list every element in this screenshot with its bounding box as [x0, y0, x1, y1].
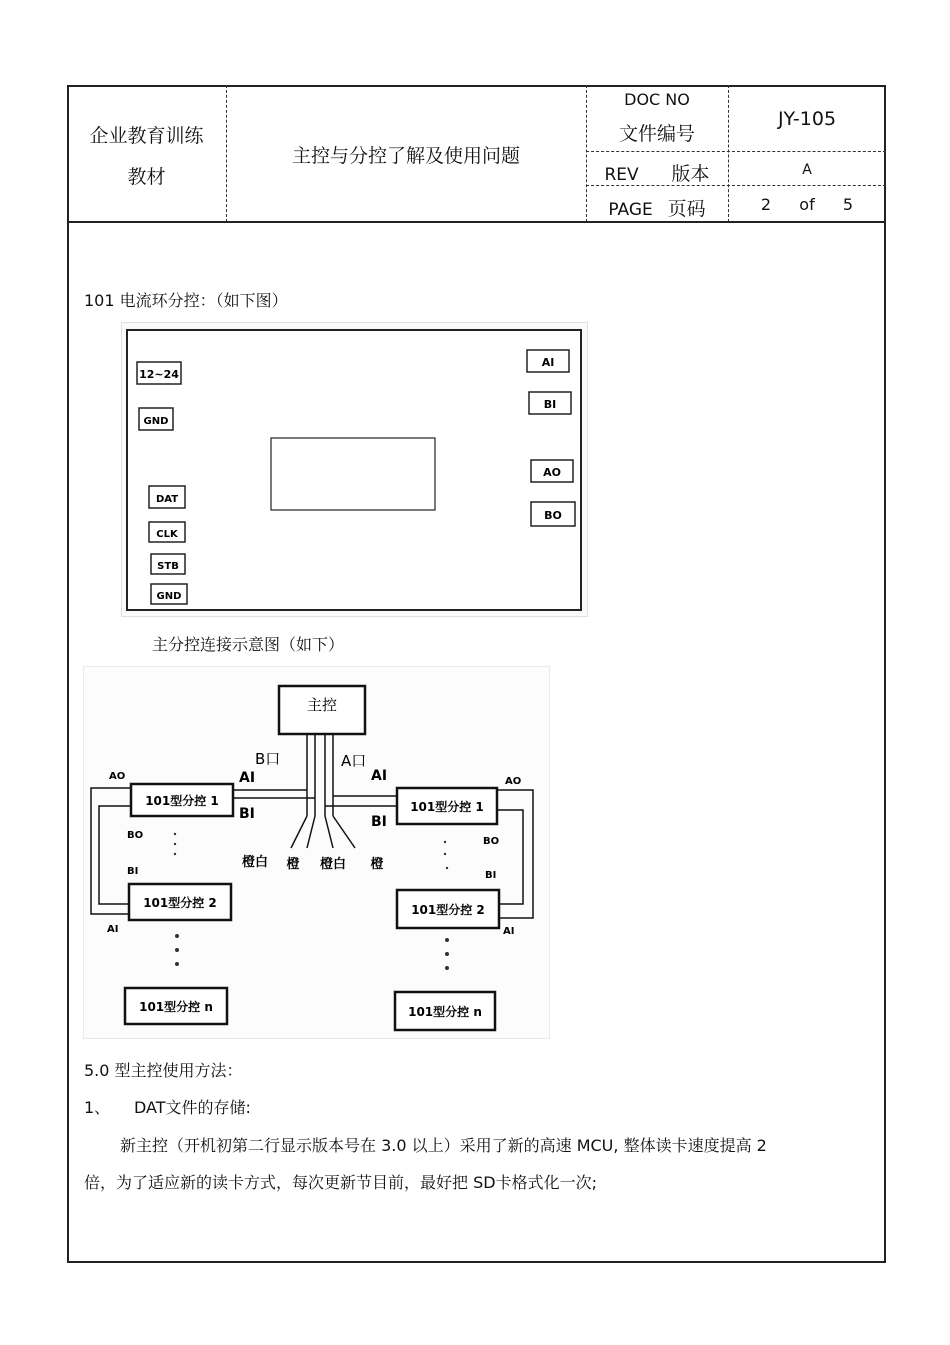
- slave-left-2-label: 101型分控 2: [143, 896, 217, 910]
- wire-color-label: 橙: [370, 857, 384, 872]
- left-bi-label: BI: [239, 806, 255, 822]
- ellipsis-dot: [445, 952, 449, 956]
- right-bo-label: BO: [483, 836, 500, 847]
- section2-title: 5.0 型主控使用方法：: [84, 1061, 243, 1080]
- paragraph-line2: 倍，为了适应新的读卡方式，每次更新节目前，最好把 SD卡格式化一次;: [84, 1173, 597, 1192]
- paragraph-line1: 新主控（开机初第二行显示版本号在 3.0 以上）采用了新的高速 MCU, 整体读卡速度提高 2: [120, 1136, 767, 1155]
- page-total: 5: [842, 195, 854, 214]
- doc-no-cn: 文件编号: [618, 123, 695, 145]
- ellipsis-dot: [174, 833, 176, 835]
- port-b-label: B口: [255, 750, 281, 768]
- right-ai-label: AI: [371, 768, 388, 784]
- page-label: PAGE: [608, 200, 653, 220]
- left-ao-label: AO: [109, 771, 126, 782]
- terminal-ai-label: AI: [541, 356, 555, 369]
- slave-right-1-label: 101型分控 1: [410, 800, 484, 814]
- port-a-label: A口: [341, 752, 367, 770]
- terminal-dat-label: DAT: [155, 494, 179, 505]
- page-value: 2: [760, 195, 772, 214]
- doc-no-label: DOC NO: [624, 90, 690, 109]
- terminal-stb-label: STB: [157, 561, 179, 572]
- ellipsis-dot: [444, 853, 446, 855]
- org-name-line1: 企业教育训练: [89, 125, 204, 147]
- terminal-clk-label: CLK: [156, 529, 178, 540]
- rev-cn: 版本: [671, 163, 710, 185]
- ellipsis-dot: [445, 966, 449, 970]
- right-ao-label: AO: [505, 776, 522, 787]
- left-bo-label: BO: [127, 830, 144, 841]
- ellipsis-dot: [446, 867, 448, 869]
- rev-label: REV: [604, 165, 639, 185]
- ellipsis-dot: [175, 948, 179, 952]
- right-ai2-label: AI: [503, 926, 515, 937]
- header-bottom-rule: [67, 221, 886, 223]
- wire-color-label: 橙白: [241, 855, 269, 870]
- terminal-power-label: 12~24: [139, 368, 179, 381]
- wire-color-label: 橙: [286, 857, 300, 872]
- page-cn: 页码: [667, 198, 706, 220]
- board-display-window: [271, 438, 435, 510]
- right-bi2-label: BI: [485, 870, 497, 881]
- document-header: [67, 85, 886, 222]
- header-divider: [586, 151, 886, 152]
- ellipsis-dot: [445, 938, 449, 942]
- right-bi-label: BI: [371, 814, 387, 830]
- item1-title: DAT文件的存储:: [134, 1098, 251, 1117]
- terminal-bi-label: BI: [543, 398, 557, 411]
- doc-title: 主控与分控了解及使用问题: [291, 145, 520, 167]
- wire-color-label: 橙白: [319, 857, 347, 872]
- left-bi2-label: BI: [127, 866, 139, 877]
- ellipsis-dot: [174, 853, 176, 855]
- terminal-bo-label: BO: [544, 509, 562, 522]
- section1-title: 101 电流环分控：（如下图）: [84, 291, 288, 310]
- terminal-ao-label: AO: [543, 466, 561, 479]
- connection-diagram: [83, 666, 551, 1040]
- item1-number: 1、: [84, 1098, 111, 1117]
- terminal-gnd-bottom-label: GND: [156, 591, 182, 602]
- left-ai2-label: AI: [107, 924, 119, 935]
- rev-row: [586, 159, 728, 186]
- page-of: of: [799, 195, 815, 214]
- page-number: [728, 195, 886, 214]
- doc-no-value: JY-105: [777, 108, 837, 130]
- rev-value: A: [802, 162, 812, 178]
- ellipsis-dot: [174, 843, 176, 845]
- slave-left-n-label: 101型分控 n: [139, 1000, 213, 1014]
- ellipsis-dot: [444, 841, 446, 843]
- master-label: 主控: [306, 696, 338, 714]
- board-diagram: [121, 322, 589, 618]
- left-ai-label: AI: [239, 770, 256, 786]
- slave-left-1-label: 101型分控 1: [145, 794, 219, 808]
- org-name-line2: 教材: [127, 166, 166, 188]
- fig2-caption: 主分控连接示意图（如下）: [152, 635, 345, 654]
- ellipsis-dot: [175, 934, 179, 938]
- terminal-gnd-top-label: GND: [143, 416, 169, 427]
- slave-right-2-label: 101型分控 2: [411, 903, 485, 917]
- page-row: [586, 194, 728, 221]
- ellipsis-dot: [175, 962, 179, 966]
- slave-right-n-label: 101型分控 n: [408, 1005, 482, 1019]
